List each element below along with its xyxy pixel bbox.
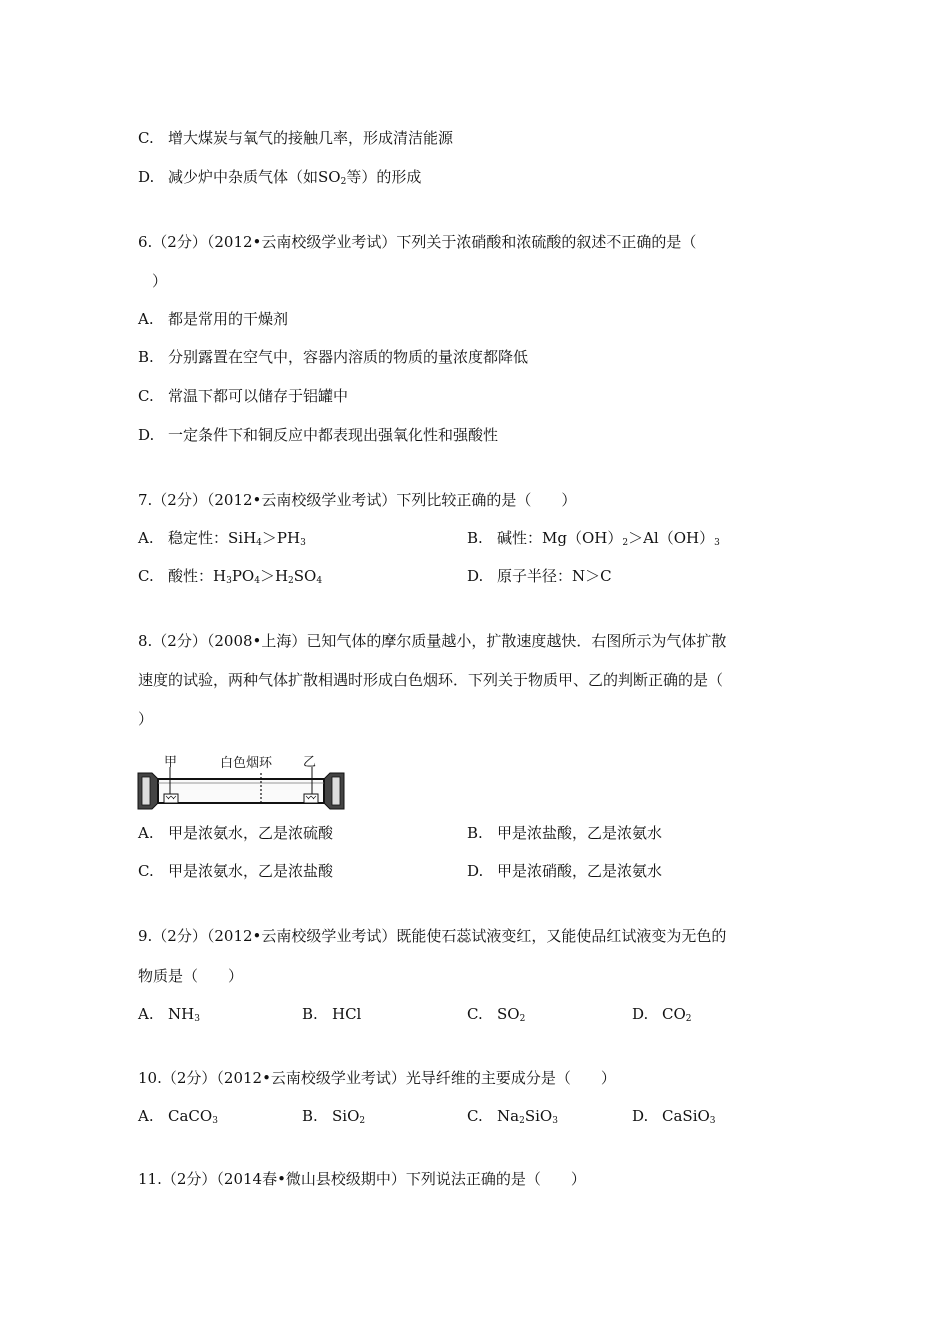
q8-option-a: A. 甲是浓氨水，乙是浓硫酸: [138, 824, 334, 842]
q5-option-d: D. 减少炉中杂质气体（如$SO_2$等）的形成: [138, 168, 422, 187]
q8-option-c: C. 甲是浓氨水，乙是浓盐酸: [138, 862, 334, 880]
q7-option-c: C. 酸性：$H_3PO_4>H_2SO_4$: [138, 567, 323, 586]
q10-option-d: D. CaSiO$_3$: [632, 1107, 716, 1126]
diffusion-tube-figure: [136, 755, 346, 811]
q9-option-a: A. $NH_3$: [138, 1005, 200, 1024]
q8-option-b: B. 甲是浓盐酸，乙是浓氨水: [467, 824, 663, 842]
q8-stem-close: ）: [138, 710, 154, 728]
q10-option-b: B. SiO$_2$: [302, 1107, 366, 1126]
q7-option-a: A. 稳定性：$SiH_4>PH_3$: [138, 529, 306, 548]
q11-stem: 11.（2分）（2014春•微山县校级期中）下列说法正确的是（ ）: [138, 1170, 586, 1188]
label-white-smoke-ring: 白色烟环: [220, 756, 273, 771]
q9-stem-cont: 物质是（ ）: [138, 967, 244, 985]
q8-option-d: D. 甲是浓硝酸，乙是浓氨水: [467, 862, 663, 880]
q9-option-c: C. $SO_2$: [467, 1005, 526, 1024]
q6-option-a: A. 都是常用的干燥剂: [138, 310, 289, 328]
q7-option-d: D. 原子半径：N＞C: [467, 567, 612, 585]
q6-stem: 6.（2分）（2012•云南校级学业考试）下列关于浓硝酸和浓硫酸的叙述不正确的是（: [138, 233, 697, 251]
q8-stem-cont: 速度的试验，两种气体扩散相遇时形成白色烟环．下列关于物质甲、乙的判断正确的是（: [138, 671, 724, 689]
q6-stem-cont: ）: [152, 272, 168, 290]
q10-stem: 10.（2分）（2012•云南校级学业考试）光导纤维的主要成分是（ ）: [138, 1069, 616, 1087]
q6-option-d: D. 一定条件下和铜反应中都表现出强氧化性和强酸性: [138, 426, 499, 444]
q5-option-c: C. 增大煤炭与氧气的接触几率，形成清洁能源: [138, 129, 454, 147]
q10-option-c: C. $Na_2SiO_3$: [467, 1107, 558, 1126]
q7-stem: 7.（2分）（2012•云南校级学业考试）下列比较正确的是（ ）: [138, 491, 577, 509]
q8-stem: 8.（2分）（2008•上海）已知气体的摩尔质量越小，扩散速度越快．右图所示为气体扩散: [138, 632, 727, 650]
q7-option-b: B. 碱性：$Mg(OH)_2>Al(OH)_3$: [467, 529, 720, 548]
q9-option-d: D. $CO_2$: [632, 1005, 692, 1024]
q6-option-b: B. 分别露置在空气中，容器内溶质的物质的量浓度都降低: [138, 348, 529, 366]
q9-stem: 9.（2分）（2012•云南校级学业考试）既能使石蕊试液变红，又能使品红试液变为无色的: [138, 927, 727, 945]
q9-option-b: B. HCl: [302, 1005, 362, 1023]
label-jia: 甲: [164, 755, 178, 770]
q10-option-a: A. CaCO$_3$: [138, 1107, 218, 1126]
label-yi: 乙: [303, 755, 317, 770]
q6-option-c: C. 常温下都可以储存于铝罐中: [138, 387, 349, 405]
